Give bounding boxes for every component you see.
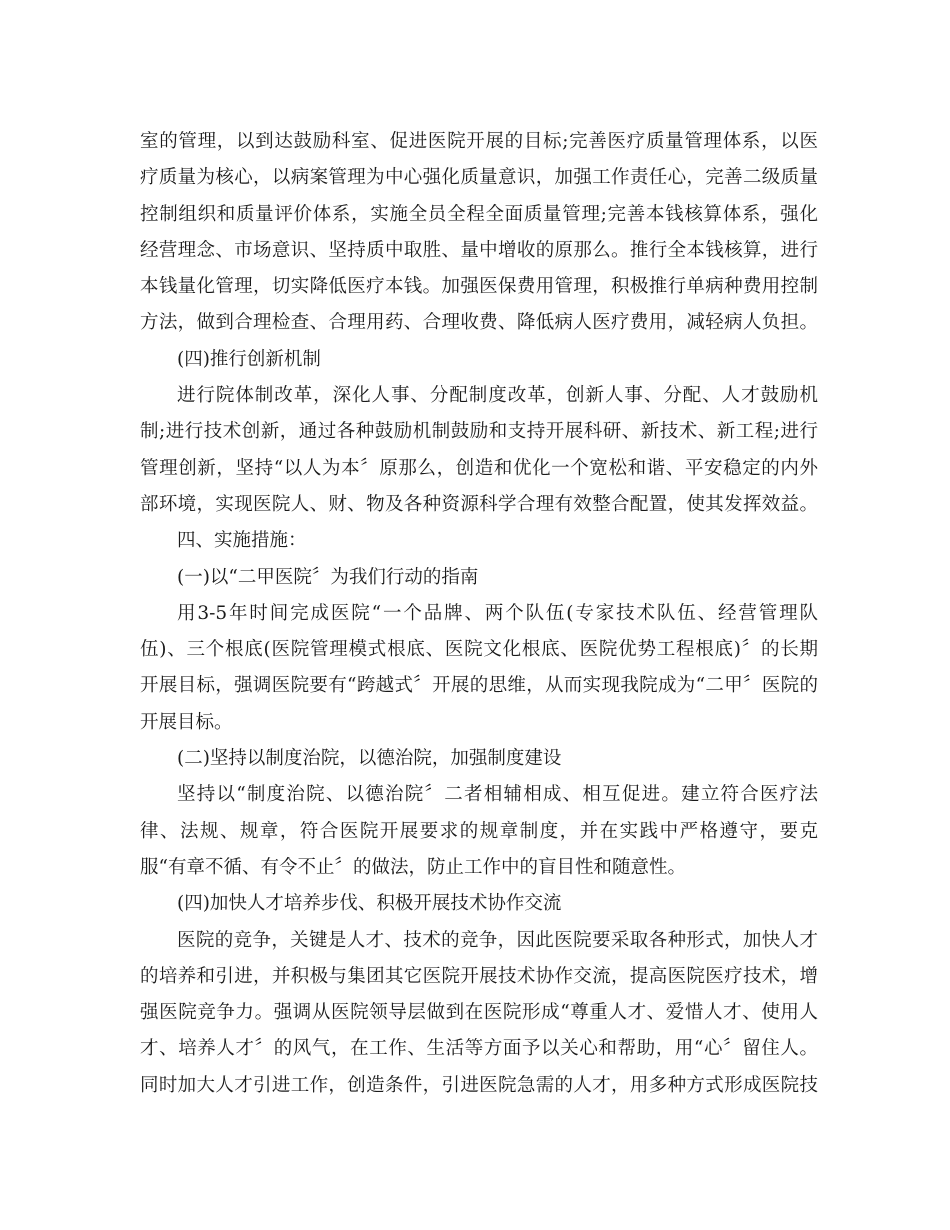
text-line: 坚持以“制度治院、以德治院〞二者相辅相成、相互促进。建立符合医疗法 bbox=[177, 784, 818, 806]
text-line: 经营理念、市场意识、坚持质中取胜、量中增收的原那么。推行全本钱核算，进行 bbox=[140, 239, 818, 261]
text-line: 部环境，实现医院人、财、物及各种资源科学合理有效整合配置，使其发挥效益。 bbox=[140, 493, 818, 515]
document-body bbox=[140, 124, 818, 1104]
text-line: (四)加快人才培养步伐、积极开展技术协作交流 bbox=[177, 893, 562, 915]
text-line: 开展目标。 bbox=[140, 711, 233, 733]
text-line: 律、法规、规章，符合医院开展要求的规章制度，并在实践中严格遵守，要克 bbox=[140, 820, 818, 842]
text-line: 疗质量为核心，以病案管理为中心强化质量意识，加强工作责任心，完善二级质量 bbox=[140, 167, 818, 189]
text-line: 伍)、三个根底(医院管理模式根底、医院文化根底、医院优势工程根底)〞的长期 bbox=[140, 639, 818, 661]
text-line: 医院的竞争，关键是人才、技术的竞争，因此医院要采取各种形式，加快人才 bbox=[177, 929, 818, 951]
text-line: 管理创新，坚持“以人为本〞原那么，创造和优化一个宽松和谐、平安稳定的内外 bbox=[140, 457, 818, 479]
text-line: 用3-5年时间完成医院“一个品牌、两个队伍(专家技术队伍、经营管理队 bbox=[177, 602, 818, 624]
text-line: 制;进行技术创新，通过各种鼓励机制鼓励和支持开展科研、新技术、新工程;进行 bbox=[140, 421, 818, 443]
text-line: 控制组织和质量评价体系，实施全员全程全面质量管理;完善本钱核算体系，强化 bbox=[140, 203, 818, 225]
text-line: 同时加大人才引进工作，创造条件，引进医院急需的人才，用多种方式形成医院技 bbox=[140, 1074, 818, 1096]
text-line: 方法，做到合理检查、合理用药、合理收费、降低病人医疗费用，减轻病人负担。 bbox=[140, 312, 818, 334]
text-line: (二)坚持以制度治院，以德治院，加强制度建设 bbox=[177, 748, 562, 770]
text-line: 室的管理，以到达鼓励科室、促进医院开展的目标;完善医疗质量管理体系，以医 bbox=[140, 131, 818, 152]
text-line: 的培养和引进，并积极与集团其它医院开展技术协作交流，提高医院医疗技术，增 bbox=[140, 965, 818, 987]
text-line: 四、实施措施： bbox=[177, 530, 307, 552]
text-line: 进行院体制改革，深化人事、分配制度改革，创新人事、分配、人才鼓励机 bbox=[177, 385, 818, 407]
text-line: 强医院竞争力。强调从医院领导层做到在医院形成“尊重人才、爱惜人才、使用人 bbox=[140, 1002, 818, 1024]
text-line: 开展目标，强调医院要有“跨越式〞开展的思维，从而实现我院成为“二甲〞医院的 bbox=[140, 675, 818, 697]
text-line: (一)以“二甲医院〞为我们行动的指南 bbox=[177, 566, 479, 588]
text-line: 服“有章不循、有令不止〞的做法，防止工作中的盲目性和随意性。 bbox=[140, 856, 686, 878]
text-line: 本钱量化管理，切实降低医疗本钱。加强医保费用管理，积极推行单病种费用控制 bbox=[140, 276, 818, 298]
text-line: 才、培养人才〞的风气，在工作、生活等方面予以关心和帮助，用“心〞留住人。 bbox=[140, 1038, 818, 1060]
text-line: (四)推行创新机制 bbox=[177, 348, 321, 370]
